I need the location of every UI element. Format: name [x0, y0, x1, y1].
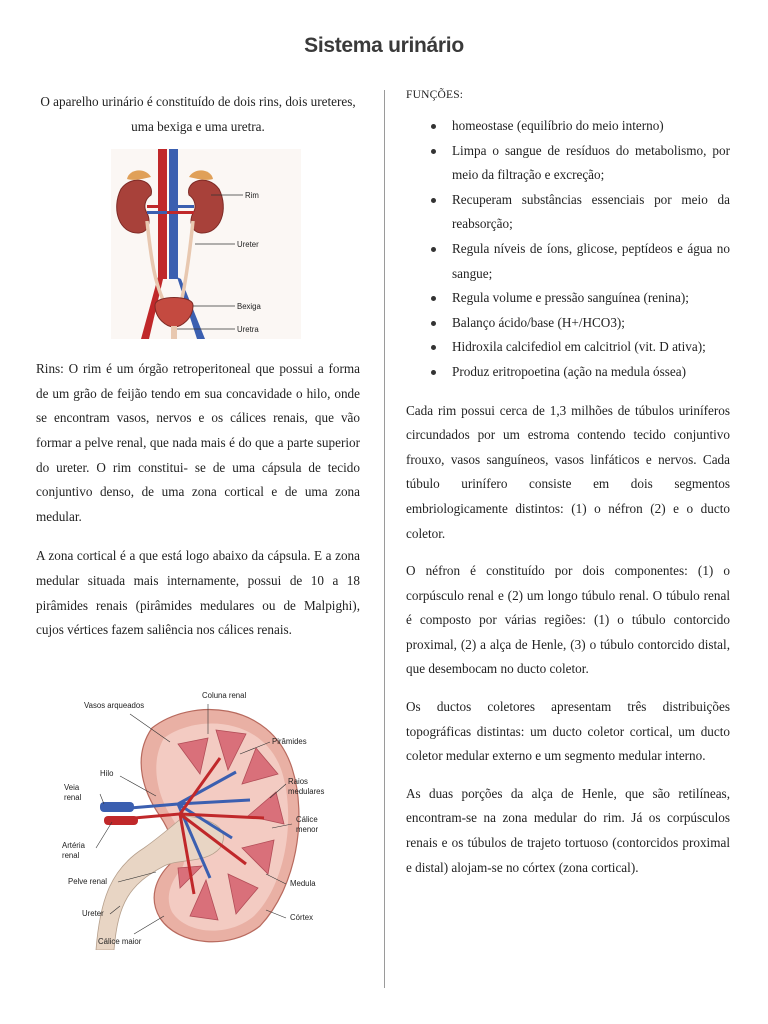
rins-paragraph: Rins: O rim é um órgão retroperitoneal que possui a forma de um grão de feijão tendo em sua concavidade o hilo, onde se encontram vasos, nervos e os cálices renais, que vão formar a pelve renal, que nada mais é do que a parte superior do ureter. O rim constitui- se de uma cápsula de tecido conjuntivo denso, de uma zona cortical e de uma zona medular. [36, 361, 360, 524]
fig2-label-raios-2: medulares [288, 787, 325, 796]
list-item: Regula níveis de íons, glicose, peptídeos e água no sangue; [406, 237, 730, 286]
fig1-label-ureter: Ureter [237, 240, 259, 250]
list-item: Recuperam substâncias essenciais por meio da reabsorção; [406, 188, 730, 237]
functions-list [406, 114, 730, 385]
right-column [406, 86, 730, 880]
nephron-paragraph: O néfron é constituído por dois componentes: (1) o corpúsculo renal e (2) um longo túbulo renal. O túbulo renal é composto por várias regiões: (1) o túbulo contorcido proximal, (2) a alça de Henle, (3) o túbulo contorcido distal, que desembocam no ducto coletor. [406, 563, 730, 677]
cortical-paragraph: A zona cortical é a que está logo abaixo da cápsula. E a zona medular situada mais internamente, possui de 10 a 18 pirâmides renais (pirâmides medulares ou de Malpighi), cujos vértices fazem saliência nos cálices renais. [36, 548, 360, 638]
list-item: Limpa o sangue de resíduos do metabolismo, por meio da filtração e excreção; [406, 139, 730, 188]
fig2-label-pelve-renal: Pelve renal [68, 877, 108, 886]
fig2-label-arteria-1: Artéria [62, 841, 85, 850]
kidney-section-illustration [60, 688, 336, 950]
fig2-label-arteria-2: renal [62, 851, 80, 860]
functions-heading: FUNÇÕES: [406, 89, 464, 101]
fig2-label-calice-menor-1: Cálice [296, 815, 318, 824]
intro-paragraph: O aparelho urinário é constituído de dois rins, dois ureteres, uma bexiga e uma uretra. [40, 94, 356, 134]
tubules-paragraph: Cada rim possui cerca de 1,3 milhões de túbulos uriníferos circundados por um estroma contendo tecido conjuntivo frouxo, vasos sanguíneos, vasos linfáticos e nervos. Cada túbulo urinífero consiste em dois segmentos embriologicamente distintos: (1) o néfron (2) e o ducto coletor. [406, 402, 730, 541]
list-item: Hidroxila calcifediol em calcitriol (vit. D ativa); [406, 335, 730, 360]
fig2-label-cortex: Córtex [290, 913, 313, 922]
column-divider [384, 90, 385, 988]
list-item: homeostase (equilíbrio do meio interno) [406, 114, 730, 139]
list-item: Produz eritropoetina (ação na medula óssea) [406, 360, 730, 385]
fig2-label-raios-1: Raios [288, 777, 308, 786]
urinary-system-illustration [111, 149, 301, 339]
fig2-label-medula: Medula [290, 879, 316, 888]
fig2-label-calice-maior: Cálice maior [98, 937, 142, 946]
fig2-label-calice-menor-2: menor [296, 825, 319, 834]
fig2-label-vasos-arqueados: Vasos arqueados [84, 701, 145, 710]
fig2-label-veia-2: renal [64, 793, 82, 802]
list-item: Regula volume e pressão sanguínea (renina); [406, 286, 730, 311]
fig2-label-coluna-renal: Coluna renal [202, 691, 247, 700]
left-column [36, 86, 360, 643]
fig1-label-uretra: Uretra [237, 325, 259, 335]
fig1-label-bexiga: Bexiga [237, 302, 261, 312]
fig2-label-ureter: Ureter [82, 909, 104, 918]
fig2-label-piramides: Pirâmides [272, 737, 307, 746]
collecting-ducts-paragraph: Os ductos coletores apresentam três distribuições topográficas distintas: um ducto coletor cortical, um ducto coletor medular externo e um segmento medular interno. [406, 699, 730, 764]
page-title: Sistema urinário [304, 34, 464, 57]
fig2-label-hilo: Hilo [100, 769, 114, 778]
fig2-label-veia-1: Veia [64, 783, 80, 792]
fig1-label-rim: Rim [245, 191, 259, 201]
list-item: Balanço ácido/base (H+/HCO3); [406, 311, 730, 336]
henle-loop-paragraph: As duas porções da alça de Henle, que são retilíneas, encontram-se na zona medular do rim. Já os corpúsculos renais e os túbulos de trajeto tortuoso (contorcidos proximal e distal) alojam-se no córtex (zona cortical). [406, 785, 730, 875]
